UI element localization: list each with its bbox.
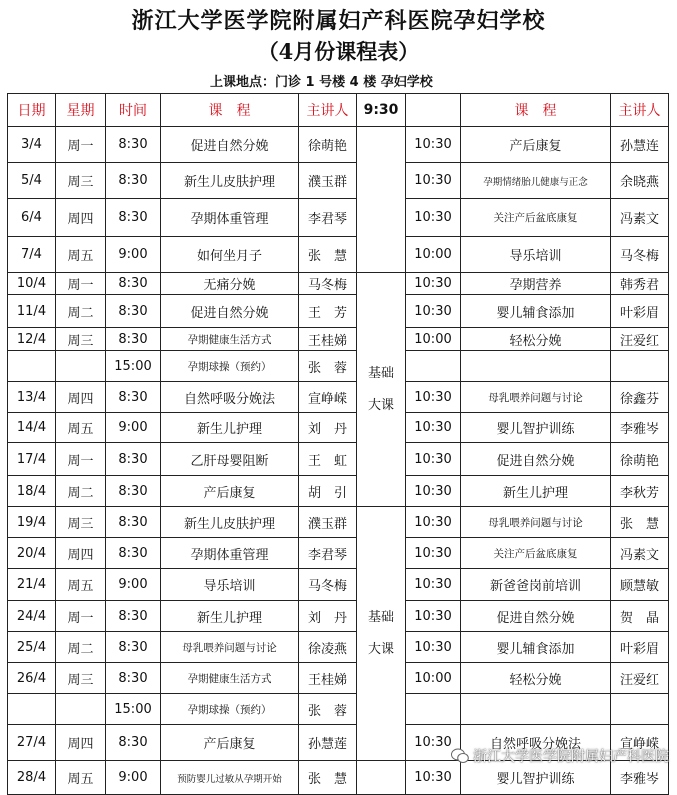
cell-time: 8:30: [106, 127, 161, 163]
table-row: [8, 199, 669, 237]
cell-date: [8, 351, 56, 382]
cell-date: 17/4: [8, 443, 56, 476]
location-line: 上课地点：门诊 1 号楼 4 楼 孕妇学校: [210, 75, 433, 90]
cell-time: 9:00: [106, 237, 161, 273]
schedule-table: [7, 93, 669, 795]
cell-day: 周四: [56, 538, 106, 569]
cell-time: 8:30: [106, 199, 161, 237]
cell-time: 8:30: [106, 295, 161, 328]
cell-day: 周二: [56, 476, 106, 507]
cell-time2: 10:30: [406, 632, 461, 663]
watermark: [451, 746, 669, 766]
cell-course: 产后康复: [161, 725, 299, 761]
cell-course: 如何坐月子: [161, 237, 299, 273]
cell-course2: 新生儿护理: [461, 476, 611, 507]
cell-speaker2: 冯素文: [611, 538, 669, 569]
cell-time2: 10:30: [406, 725, 461, 761]
cell-time: 8:30: [106, 273, 161, 295]
cell-time: 8:30: [106, 601, 161, 632]
cell-course2: 婴儿辅食添加: [461, 295, 611, 328]
table-row: [8, 538, 669, 569]
cell-time: 8:30: [106, 163, 161, 199]
cell-base-course: 基础大课: [357, 273, 406, 507]
cell-speaker2: 马冬梅: [611, 237, 669, 273]
cell-time: 8:30: [106, 663, 161, 694]
col-header-time2: [406, 94, 461, 127]
cell-time: 8:30: [106, 725, 161, 761]
cell-speaker2: 余晓燕: [611, 163, 669, 199]
cell-date: 5/4: [8, 163, 56, 199]
cell-day: 周三: [56, 507, 106, 538]
cell-speaker: 张 蓉: [299, 694, 357, 725]
cell-speaker2: 李雅岑: [611, 413, 669, 443]
cell-speaker: 王桂娣: [299, 328, 357, 351]
cell-course2: 轻松分娩: [461, 328, 611, 351]
cell-date: [8, 694, 56, 725]
cell-speaker2: 张 慧: [611, 507, 669, 538]
cell-base-course: 基础大课: [357, 507, 406, 761]
cell-course2: 孕期情绪胎儿健康与正念: [461, 163, 611, 199]
wechat-icon: [451, 748, 469, 764]
schedule-body: [8, 127, 669, 795]
cell-day: 周一: [56, 127, 106, 163]
cell-speaker: 李君琴: [299, 199, 357, 237]
table-row: [8, 507, 669, 538]
cell-course2: 轻松分娩: [461, 663, 611, 694]
cell-speaker2: 叶彩眉: [611, 632, 669, 663]
cell-course2: 关注产后盆底康复: [461, 538, 611, 569]
cell-course: 孕期健康生活方式: [161, 663, 299, 694]
cell-time2: 10:30: [406, 569, 461, 601]
cell-course: 新生儿护理: [161, 601, 299, 632]
cell-time: 8:30: [106, 507, 161, 538]
cell-course2: 母乳喂养问题与讨论: [461, 382, 611, 413]
cell-time2: 10:30: [406, 443, 461, 476]
cell-time: 9:00: [106, 761, 161, 795]
cell-speaker: 马冬梅: [299, 569, 357, 601]
cell-date: 21/4: [8, 569, 56, 601]
cell-time2: 10:00: [406, 328, 461, 351]
col-header-day: 星期: [56, 94, 106, 127]
cell-date: 19/4: [8, 507, 56, 538]
cell-time: 9:00: [106, 413, 161, 443]
col-header-speaker: 主讲人: [299, 94, 357, 127]
cell-speaker2: 冯素文: [611, 199, 669, 237]
cell-speaker2: 徐萌艳: [611, 443, 669, 476]
cell-date: 25/4: [8, 632, 56, 663]
table-row: [8, 163, 669, 199]
table-row: [8, 569, 669, 601]
cell-course: 乙肝母婴阻断: [161, 443, 299, 476]
cell-speaker2: 李秋芳: [611, 476, 669, 507]
cell-speaker2: 汪爱红: [611, 328, 669, 351]
cell-time2: [406, 351, 461, 382]
cell-day: 周五: [56, 761, 106, 795]
cell-time: 8:30: [106, 538, 161, 569]
cell-speaker2: 叶彩眉: [611, 295, 669, 328]
cell-date: 11/4: [8, 295, 56, 328]
cell-date: 12/4: [8, 328, 56, 351]
cell-time2: 10:30: [406, 538, 461, 569]
cell-course: 预防婴儿过敏从孕期开始: [161, 761, 299, 795]
cell-speaker: 张 慧: [299, 761, 357, 795]
cell-speaker2: 韩秀君: [611, 273, 669, 295]
cell-time2: 10:30: [406, 761, 461, 795]
cell-time2: 10:30: [406, 295, 461, 328]
table-row: [8, 694, 669, 725]
cell-base-course: [357, 127, 406, 273]
table-row: [8, 413, 669, 443]
cell-speaker: 胡 引: [299, 476, 357, 507]
cell-course: 促进自然分娩: [161, 127, 299, 163]
cell-course: 无痛分娩: [161, 273, 299, 295]
cell-speaker2: 孙慧连: [611, 127, 669, 163]
cell-course2: 婴儿智护训练: [461, 413, 611, 443]
cell-time2: 10:30: [406, 507, 461, 538]
cell-date: 18/4: [8, 476, 56, 507]
col-header-course: 课 程: [161, 94, 299, 127]
cell-day: 周二: [56, 295, 106, 328]
cell-day: 周五: [56, 413, 106, 443]
table-row: [8, 476, 669, 507]
cell-day: [56, 351, 106, 382]
cell-speaker2: 宣峥嵘: [611, 725, 669, 761]
cell-date: 7/4: [8, 237, 56, 273]
cell-time2: 10:30: [406, 163, 461, 199]
cell-day: 周三: [56, 163, 106, 199]
cell-time: 8:30: [106, 328, 161, 351]
cell-course: 孕期球操（预约）: [161, 351, 299, 382]
page-subtitle: （4月份课程表）: [257, 39, 420, 64]
cell-day: 周一: [56, 443, 106, 476]
table-row: [8, 632, 669, 663]
table-row: [8, 328, 669, 351]
cell-speaker: 刘 丹: [299, 413, 357, 443]
cell-course2: [461, 351, 611, 382]
cell-course2: 促进自然分娩: [461, 443, 611, 476]
cell-time: 15:00: [106, 351, 161, 382]
cell-speaker: 李君琴: [299, 538, 357, 569]
cell-course: 孕期球操（预约）: [161, 694, 299, 725]
cell-course2: [461, 694, 611, 725]
cell-date: 3/4: [8, 127, 56, 163]
cell-speaker2: [611, 351, 669, 382]
cell-course2: 婴儿辅食添加: [461, 632, 611, 663]
cell-speaker2: 贺 晶: [611, 601, 669, 632]
table-row: [8, 351, 669, 382]
cell-course2: 促进自然分娩: [461, 601, 611, 632]
cell-speaker: 徐凌燕: [299, 632, 357, 663]
cell-time2: 10:30: [406, 413, 461, 443]
page-title: 浙江大学医学院附属妇产科医院孕妇学校: [131, 8, 546, 34]
cell-date: 14/4: [8, 413, 56, 443]
cell-date: 6/4: [8, 199, 56, 237]
cell-course: 自然呼吸分娩法: [161, 382, 299, 413]
table-row: [8, 443, 669, 476]
cell-date: 20/4: [8, 538, 56, 569]
table-row: [8, 601, 669, 632]
cell-date: 10/4: [8, 273, 56, 295]
table-row: [8, 127, 669, 163]
cell-time2: 10:30: [406, 273, 461, 295]
cell-time2: [406, 694, 461, 725]
cell-course2: 关注产后盆底康复: [461, 199, 611, 237]
table-row: [8, 273, 669, 295]
cell-day: 周五: [56, 569, 106, 601]
cell-course: 孕期体重管理: [161, 199, 299, 237]
cell-day: 周二: [56, 632, 106, 663]
cell-speaker: 濮玉群: [299, 507, 357, 538]
cell-time: 8:30: [106, 632, 161, 663]
cell-time: 8:30: [106, 476, 161, 507]
table-row: [8, 382, 669, 413]
cell-speaker: 孙慧莲: [299, 725, 357, 761]
cell-course2: 婴儿智护训练: [461, 761, 611, 795]
cell-time2: 10:30: [406, 601, 461, 632]
cell-course: 母乳喂养问题与讨论: [161, 632, 299, 663]
table-row: [8, 663, 669, 694]
col-header-date: 日期: [8, 94, 56, 127]
cell-time: 8:30: [106, 443, 161, 476]
cell-time2: 10:30: [406, 476, 461, 507]
col-header-time: 时间: [106, 94, 161, 127]
cell-day: 周三: [56, 328, 106, 351]
col-header-speaker2: 主讲人: [611, 94, 669, 127]
cell-time: 15:00: [106, 694, 161, 725]
cell-speaker: 王 芳: [299, 295, 357, 328]
cell-course: 导乐培训: [161, 569, 299, 601]
cell-day: 周五: [56, 237, 106, 273]
cell-date: 28/4: [8, 761, 56, 795]
cell-speaker: 濮玉群: [299, 163, 357, 199]
cell-course: 孕期体重管理: [161, 538, 299, 569]
cell-base-course: [357, 761, 406, 795]
cell-course2: 母乳喂养问题与讨论: [461, 507, 611, 538]
col-header-course2: 课 程: [461, 94, 611, 127]
cell-time2: 10:00: [406, 237, 461, 273]
cell-course2: 导乐培训: [461, 237, 611, 273]
cell-course: 新生儿皮肤护理: [161, 507, 299, 538]
cell-course2: 自然呼吸分娩法: [461, 725, 611, 761]
cell-time2: 10:30: [406, 382, 461, 413]
cell-speaker: 刘 丹: [299, 601, 357, 632]
cell-course2: 产后康复: [461, 127, 611, 163]
table-row: [8, 237, 669, 273]
cell-day: [56, 694, 106, 725]
cell-day: 周一: [56, 273, 106, 295]
cell-course: 新生儿护理: [161, 413, 299, 443]
cell-course: 产后康复: [161, 476, 299, 507]
cell-date: 24/4: [8, 601, 56, 632]
cell-day: 周四: [56, 725, 106, 761]
cell-day: 周一: [56, 601, 106, 632]
header-row: [8, 94, 669, 127]
cell-course: 新生儿皮肤护理: [161, 163, 299, 199]
col-header-base-time: 9:30: [357, 94, 406, 127]
cell-date: 26/4: [8, 663, 56, 694]
cell-time: 9:00: [106, 569, 161, 601]
cell-time2: 10:30: [406, 199, 461, 237]
cell-speaker: 王 虹: [299, 443, 357, 476]
cell-day: 周三: [56, 663, 106, 694]
table-row: [8, 295, 669, 328]
cell-speaker: 徐萌艳: [299, 127, 357, 163]
cell-speaker2: [611, 694, 669, 725]
cell-date: 13/4: [8, 382, 56, 413]
cell-time: 8:30: [106, 382, 161, 413]
cell-speaker2: 李雅岑: [611, 761, 669, 795]
cell-speaker2: 汪爱红: [611, 663, 669, 694]
cell-speaker: 王桂娣: [299, 663, 357, 694]
cell-speaker: 马冬梅: [299, 273, 357, 295]
cell-course: 孕期健康生活方式: [161, 328, 299, 351]
cell-speaker: 张 慧: [299, 237, 357, 273]
cell-course: 促进自然分娩: [161, 295, 299, 328]
cell-time2: 10:30: [406, 127, 461, 163]
cell-speaker2: 徐鑫芬: [611, 382, 669, 413]
cell-speaker2: 顾慧敏: [611, 569, 669, 601]
watermark-text: 浙江大学医学院附属妇产科医院: [473, 749, 669, 765]
cell-speaker: 张 蓉: [299, 351, 357, 382]
cell-speaker: 宣峥嵘: [299, 382, 357, 413]
cell-day: 周四: [56, 199, 106, 237]
cell-time2: 10:00: [406, 663, 461, 694]
cell-date: 27/4: [8, 725, 56, 761]
cell-course2: 新爸爸岗前培训: [461, 569, 611, 601]
cell-day: 周四: [56, 382, 106, 413]
cell-course2: 孕期营养: [461, 273, 611, 295]
